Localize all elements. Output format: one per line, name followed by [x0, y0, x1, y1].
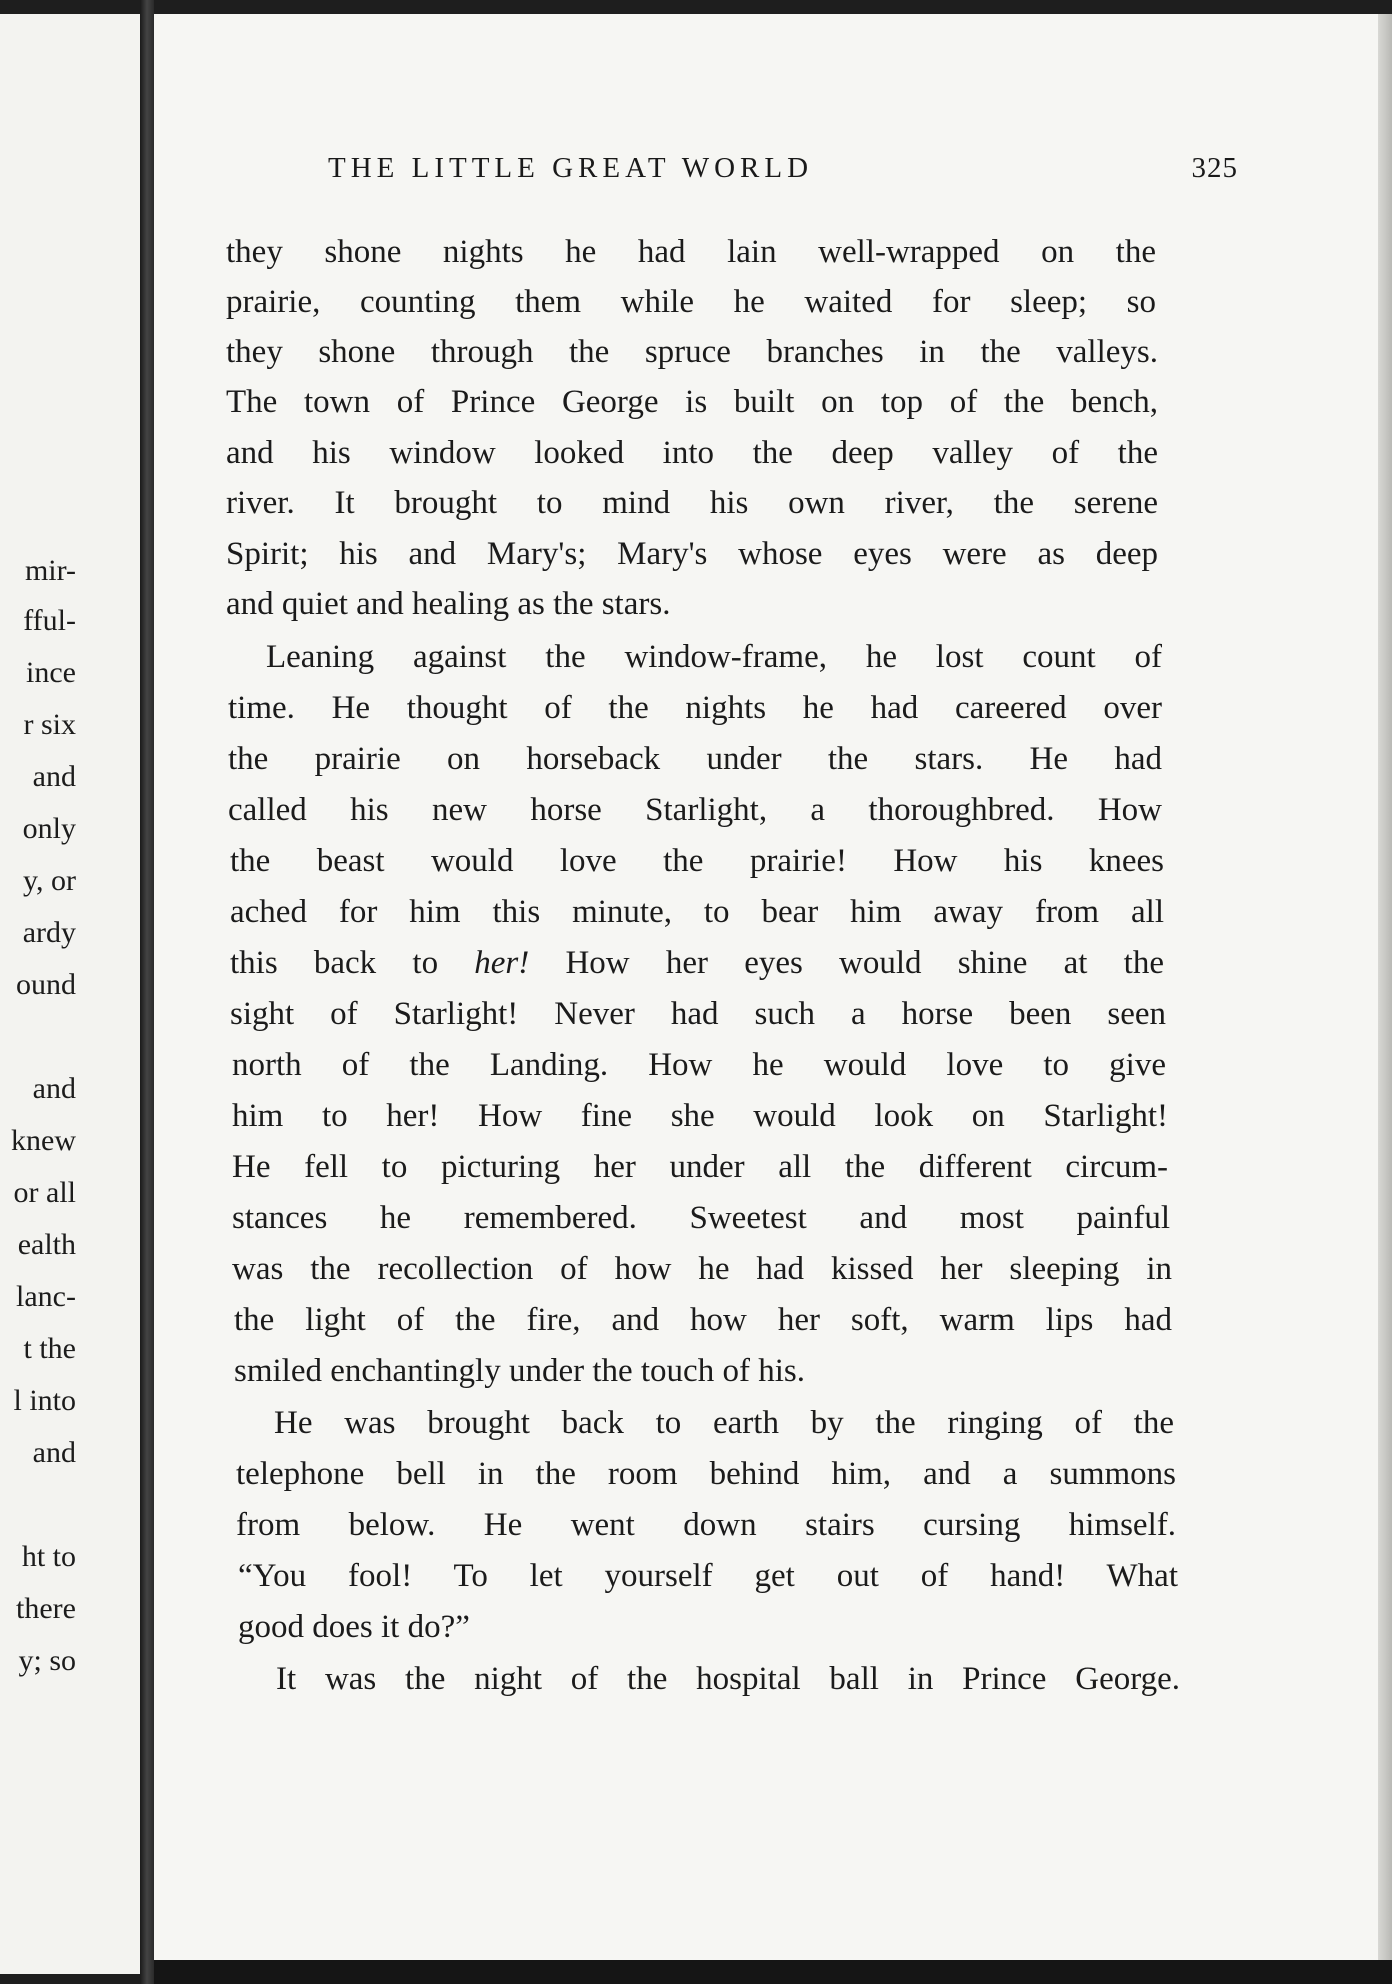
- text-line: this back to her! How her eyes would shine at the: [230, 945, 1164, 981]
- text-line: sight of Starlight! Never had such a horse been seen: [230, 996, 1166, 1032]
- text-line: He was brought back to earth by the ringing of the: [274, 1405, 1174, 1441]
- text-line: ached for him this minute, to bear him away from all: [230, 894, 1164, 930]
- text-line: “You fool! To let yourself get out of hand! What: [238, 1558, 1178, 1594]
- text-line: the light of the fire, and how her soft, warm lips had: [234, 1302, 1172, 1338]
- page-edge-bottom: [154, 1960, 1392, 1984]
- left-fragment: y; so: [18, 1644, 76, 1677]
- text-line: the beast would love the prairie! How his knees: [230, 843, 1164, 879]
- text-line: It was the night of the hospital ball in Prince George.: [276, 1661, 1180, 1697]
- left-fragment: there: [16, 1592, 76, 1625]
- left-fragment: ound: [16, 968, 76, 1001]
- left-fragment: and: [32, 1072, 76, 1105]
- text-line: prairie, counting them while he waited for sleep; so: [226, 284, 1156, 320]
- text-line: him to her! How fine she would look on Starlight!: [232, 1098, 1168, 1134]
- left-fragment: knew: [11, 1124, 76, 1157]
- text-line: river. It brought to mind his own river, the serene: [226, 485, 1158, 521]
- page-number: 325: [1191, 152, 1238, 184]
- text-line: they shone nights he had lain well-wrapped on the: [226, 234, 1156, 270]
- text-line: smiled enchantingly under the touch of his.: [234, 1353, 805, 1389]
- left-fragment: l into: [13, 1384, 76, 1417]
- left-fragment: y, or: [22, 864, 76, 897]
- text-line: north of the Landing. How he would love to give: [232, 1047, 1166, 1083]
- running-head-title: THE LITTLE GREAT WORLD: [328, 152, 814, 184]
- left-fragment: ardy: [22, 916, 76, 949]
- text-line: and his window looked into the deep valley of the: [226, 435, 1158, 471]
- text-line: time. He thought of the nights he had careered over: [228, 690, 1162, 726]
- text-line: the prairie on horseback under the stars. He had: [228, 741, 1162, 777]
- left-fragment: fful-: [23, 604, 76, 637]
- text-line: and quiet and healing as the stars.: [226, 586, 671, 622]
- text-line: from below. He went down stairs cursing himself.: [236, 1507, 1176, 1543]
- text-line: He fell to picturing her under all the different circum-: [232, 1149, 1168, 1185]
- left-fragment: r six: [23, 708, 76, 741]
- right-page: [154, 14, 1378, 1972]
- left-fragment: or all: [13, 1176, 76, 1209]
- left-page-edge: [0, 14, 140, 1974]
- left-fragment: ealth: [17, 1228, 76, 1261]
- left-fragment: only: [22, 812, 76, 845]
- text-line: Leaning against the window-frame, he lost count of: [266, 639, 1162, 675]
- left-fragment: t the: [23, 1332, 76, 1365]
- left-fragment: lanc-: [16, 1280, 76, 1313]
- left-fragment: ince: [26, 656, 76, 689]
- left-fragment: ht to: [21, 1540, 76, 1573]
- left-fragment: mir-: [24, 554, 76, 587]
- emphasis: her!: [474, 945, 530, 981]
- text-line: Spirit; his and Mary's; Mary's whose eyes were as deep: [226, 536, 1158, 572]
- text-line: good does it do?”: [238, 1609, 470, 1645]
- left-fragment: and: [32, 760, 76, 793]
- book-gutter: [140, 0, 154, 1984]
- page-edge-right: [1378, 14, 1392, 1972]
- left-fragment: and: [32, 1436, 76, 1469]
- text-line: they shone through the spruce branches in the valleys.: [226, 334, 1158, 370]
- text-line: stances he remembered. Sweetest and most painful: [232, 1200, 1170, 1236]
- text-line: was the recollection of how he had kissed her sleeping in: [232, 1251, 1172, 1287]
- text-line: telephone bell in the room behind him, and a summons: [236, 1456, 1176, 1492]
- text-line: The town of Prince George is built on top of the bench,: [226, 384, 1158, 420]
- running-head: [328, 152, 1318, 192]
- text-line: called his new horse Starlight, a thoroughbred. How: [228, 792, 1162, 828]
